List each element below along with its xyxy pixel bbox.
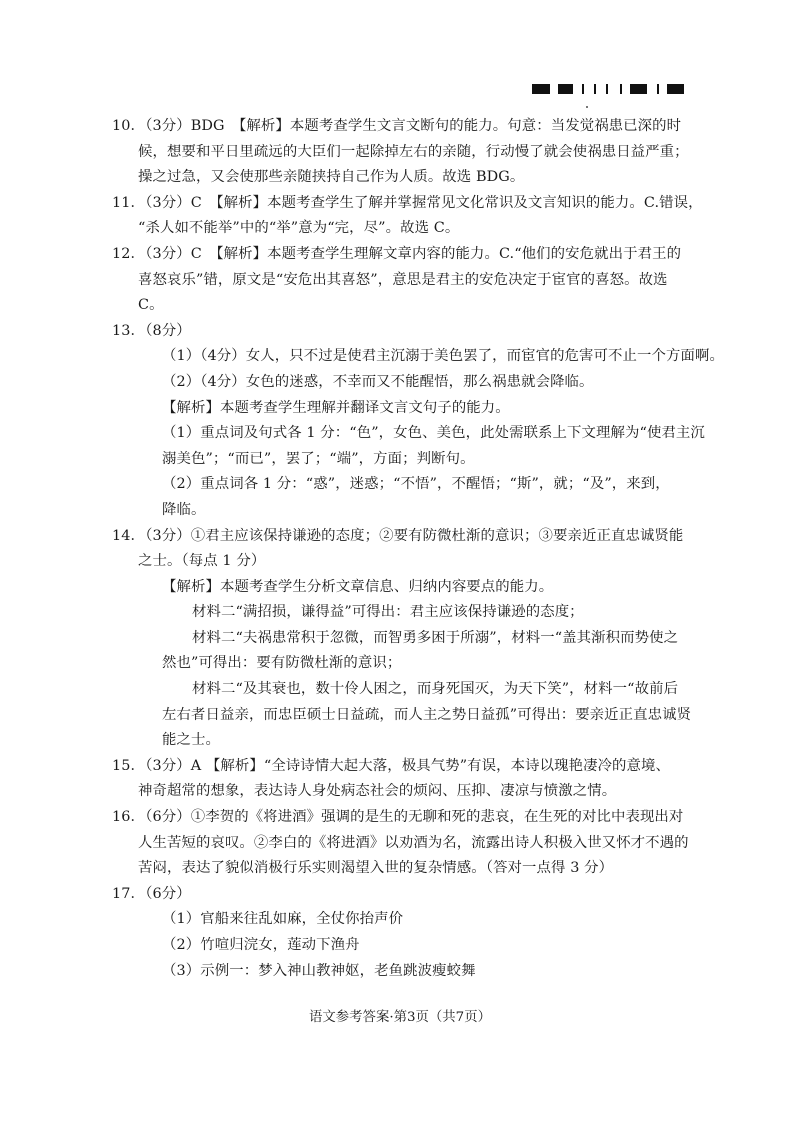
question-number: 16． <box>112 809 146 826</box>
answer-line: （3分）BDG 【解析】本题考查学生文言文断句的能力。句意：当发觉祸患已深的时 <box>138 118 682 134</box>
answer-line: 苦闷，表达了貌似消极行乐实则渴望入世的复杂情感。（答对一点得 3 分） <box>138 860 614 877</box>
analysis-line: （1）重点词及句式各 1 分：“色”，女色、美色，此处需联系上下文理解为“使君主沉 <box>162 425 705 442</box>
answer-content <box>112 114 724 984</box>
answer-line: “杀人如不能举”中的“举”意为“完，尽”。故选 C。 <box>138 220 460 237</box>
analysis-label: 【解析】本题考查学生分析文章信息、归纳内容要点的能力。 <box>162 578 554 595</box>
question-number: 12． <box>112 245 146 262</box>
score-head: （8分） <box>138 322 191 339</box>
analysis-line: 溺美色”；“而已”，罢了；“端”，方面；判断句。 <box>162 450 475 467</box>
barcode-mark-icon <box>532 84 692 94</box>
answer-line: （3分）C 【解析】本题考查学生了解并掌握常见文化常识及文言知识的能力。C.错误， <box>138 194 703 211</box>
page-footer: 语文参考答案·第3页（共7页） <box>309 1010 491 1025</box>
question-number: 13． <box>112 322 146 339</box>
material-line: 材料二“夫祸患常积于忽微，而智勇多困于所溺”，材料一“盖其渐积而势使之 <box>192 629 679 646</box>
question-number: 10． <box>112 118 146 134</box>
question-11 <box>112 191 703 242</box>
answer-part-3: （3）示例一：梦入神山教神妪，老鱼跳波瘦蛟舞 <box>162 962 476 979</box>
answer-part-1: （1）官船来往乱如麻，全仗你抬声价 <box>162 911 404 928</box>
question-15 <box>114 754 694 805</box>
answer-line: （3分）A 【解析】“全诗诗情大起大落，极具气势”有误，本诗以瑰艳凄冷的意境、 <box>138 757 671 774</box>
question-17 <box>114 882 694 984</box>
question-13 <box>112 319 724 524</box>
question-12 <box>114 242 694 319</box>
answer-line: （3分）①君主应该保持谦逊的态度；②要有防微杜渐的意识；③要亲近正直忠诚贤能 <box>138 527 684 544</box>
analysis-label: 【解析】本题考查学生理解并翻译文言文句子的能力。 <box>162 399 510 416</box>
answer-line: （3分）C 【解析】本题考查学生理解文章内容的能力。C.“他们的安危就出于君王的 <box>138 245 682 262</box>
answer-line: 之士。（每点 1 分） <box>138 553 266 570</box>
question-number: 11． <box>112 194 146 211</box>
answer-line: 人生苦短的哀叹。②李白的《将进酒》以劝酒为名，流露出诗人积极入世又怀才不遇的 <box>138 834 689 851</box>
answer-line: C。 <box>138 297 164 314</box>
score-head: （6分） <box>138 885 191 902</box>
question-number: 17． <box>112 885 146 902</box>
answer-part-1: （1）（4分）女人，只不过是使君主沉溺于美色罢了，而宦官的危害可不止一个方面啊。 <box>162 348 724 365</box>
answer-line: 神奇超常的想象，表达诗人身处病态社会的烦闷、压抑、凄凉与愤激之情。 <box>138 783 617 800</box>
analysis-line: （2）重点词各 1 分：“惑”，迷惑；“不悟”，不醒悟；“斯”，就；“及”，来到， <box>162 476 670 493</box>
answer-part-2: （2）（4分）女色的迷惑，不幸而又不能醒悟，那么祸患就会降临。 <box>162 373 594 390</box>
question-10 <box>114 114 694 191</box>
answer-part-2: （2）竹喧归浣女，莲动下渔舟 <box>162 937 360 953</box>
material-line: 材料二“满招损，谦得益”可得出：君主应该保持谦逊的态度； <box>192 604 584 621</box>
answer-line: 操之过急，又会使那些亲随挟持自己作为人质。故选 BDG。 <box>138 169 525 186</box>
question-number: 15． <box>112 757 146 774</box>
question-16 <box>114 805 694 882</box>
analysis-line: 降临。 <box>162 501 206 518</box>
answer-line: 候，想要和平日里疏远的大臣们一起除掉左右的亲随，行动慢了就会使祸患日益严重； <box>138 143 689 160</box>
material-line: 能之士。 <box>162 732 220 749</box>
material-line: 材料二“及其衰也，数十伶人困之，而身死国灭，为天下笑”，材料一“故前后 <box>192 681 679 698</box>
answer-line: 喜怒哀乐”错，原文是“安危出其喜怒”，意思是君主的安危决定于宦官的喜怒。故选 <box>138 271 668 288</box>
scan-dot <box>586 106 588 108</box>
material-line: 左右者日益亲，而忠臣硕士日益疏，而人主之势日益孤”可得出：要亲近正直忠诚贤 <box>162 706 692 723</box>
question-14 <box>114 524 694 754</box>
question-number: 14． <box>112 527 146 544</box>
answer-line: （6分）①李贺的《将进酒》强调的是生的无聊和死的悲哀，在生死的对比中表现出对 <box>138 809 684 826</box>
material-line: 然也”可得出：要有防微杜渐的意识； <box>162 655 402 672</box>
